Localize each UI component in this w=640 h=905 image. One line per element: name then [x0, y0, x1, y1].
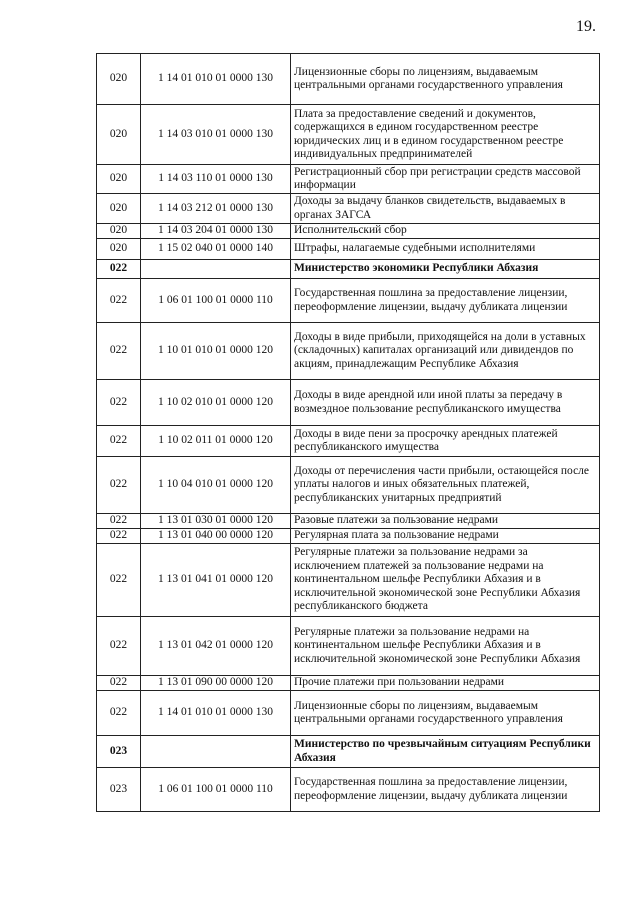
table-row [97, 165, 600, 194]
budget-code-cell: 1 10 01 010 01 0000 120 [141, 323, 291, 380]
revenue-name-cell: Разовые платежи за пользование недрами [291, 514, 600, 529]
table-row [97, 105, 600, 165]
table-body [97, 54, 600, 812]
admin-code-cell: 022 [97, 514, 141, 529]
revenue-name-cell: Прочие платежи при пользовании недрами [291, 676, 600, 691]
admin-code-cell: 022 [97, 380, 141, 426]
budget-code-cell: 1 13 01 090 00 0000 120 [141, 676, 291, 691]
budget-code-cell: 1 14 03 212 01 0000 130 [141, 194, 291, 224]
table-row [97, 426, 600, 457]
revenue-name-cell: Регистрационный сбор при регистрации средств массовой информации [291, 165, 600, 194]
table-row [97, 323, 600, 380]
revenue-name-cell: Доходы за выдачу бланков свидетельств, выдаваемых в органах ЗАГСА [291, 194, 600, 224]
revenue-name-cell: Лицензионные сборы по лицензиям, выдаваемым центральными органами государственного управления [291, 691, 600, 736]
budget-code-cell: 1 14 01 010 01 0000 130 [141, 691, 291, 736]
budget-code-cell: 1 14 03 010 01 0000 130 [141, 105, 291, 165]
budget-code-cell [141, 260, 291, 279]
revenue-name-cell: Государственная пошлина за предоставление лицензии, переоформление лицензии, выдачу дубликата лицензии [291, 768, 600, 812]
revenue-name-cell: Доходы в виде пени за просрочку арендных платежей республиканского имущества [291, 426, 600, 457]
budget-code-cell: 1 14 01 010 01 0000 130 [141, 54, 291, 105]
table-row [97, 54, 600, 105]
admin-code-cell: 020 [97, 54, 141, 105]
budget-code-cell: 1 10 02 011 01 0000 120 [141, 426, 291, 457]
table-section-row [97, 736, 600, 768]
table-row [97, 529, 600, 544]
admin-code-cell: 020 [97, 165, 141, 194]
admin-code-cell: 022 [97, 279, 141, 323]
admin-code-cell: 022 [97, 323, 141, 380]
budget-code-cell: 1 13 01 030 01 0000 120 [141, 514, 291, 529]
admin-code-cell: 020 [97, 105, 141, 165]
table-row [97, 676, 600, 691]
admin-code-cell: 022 [97, 457, 141, 514]
table-row [97, 224, 600, 239]
revenue-name-cell: Регулярные платежи за пользование недрами за исключением платежей за пользование недрами на континентальном шельфе Республики Абхазия и в исключительной экономической зоне Республики Абхазия республиканского бюджета [291, 544, 600, 617]
admin-code-cell: 020 [97, 224, 141, 239]
revenue-name-cell: Доходы в виде прибыли, приходящейся на доли в уставных (складочных) капиталах организаций или дивидендов по акциям, принадлежащим Республике Абхазия [291, 323, 600, 380]
revenue-name-cell: Министерство по чрезвычайным ситуациям Республики Абхазия [291, 736, 600, 768]
table-row [97, 194, 600, 224]
admin-code-cell: 022 [97, 676, 141, 691]
admin-code-cell: 022 [97, 260, 141, 279]
table-row [97, 617, 600, 676]
table-row [97, 457, 600, 514]
page-number: 19. [576, 18, 596, 35]
admin-code-cell: 020 [97, 194, 141, 224]
admin-code-cell: 022 [97, 617, 141, 676]
revenue-name-cell: Министерство экономики Республики Абхазия [291, 260, 600, 279]
revenue-classification-table [96, 53, 600, 812]
table-row [97, 380, 600, 426]
budget-code-cell: 1 14 03 204 01 0000 130 [141, 224, 291, 239]
table-row [97, 768, 600, 812]
revenue-name-cell: Плата за предоставление сведений и документов, содержащихся в едином государственном реестре юридических лиц и в едином государственном реестре индивидуальных предпринимателей [291, 105, 600, 165]
table-section-row [97, 260, 600, 279]
budget-code-cell: 1 06 01 100 01 0000 110 [141, 279, 291, 323]
budget-code-cell: 1 13 01 042 01 0000 120 [141, 617, 291, 676]
revenue-name-cell: Штрафы, налагаемые судебными исполнителями [291, 239, 600, 260]
table-row [97, 239, 600, 260]
budget-code-cell: 1 06 01 100 01 0000 110 [141, 768, 291, 812]
budget-code-cell: 1 13 01 040 00 0000 120 [141, 529, 291, 544]
revenue-name-cell: Государственная пошлина за предоставление лицензии, переоформление лицензии, выдачу дубликата лицензии [291, 279, 600, 323]
admin-code-cell: 023 [97, 736, 141, 768]
budget-code-cell: 1 10 02 010 01 0000 120 [141, 380, 291, 426]
table-row [97, 279, 600, 323]
admin-code-cell: 023 [97, 768, 141, 812]
budget-code-cell: 1 15 02 040 01 0000 140 [141, 239, 291, 260]
admin-code-cell: 022 [97, 544, 141, 617]
budget-code-cell: 1 10 04 010 01 0000 120 [141, 457, 291, 514]
budget-code-cell: 1 13 01 041 01 0000 120 [141, 544, 291, 617]
table-row [97, 691, 600, 736]
revenue-name-cell: Доходы от перечисления части прибыли, остающейся после уплаты налогов и иных обязательных платежей, республиканских унитарных предприятий [291, 457, 600, 514]
admin-code-cell: 022 [97, 529, 141, 544]
revenue-name-cell: Регулярные платежи за пользование недрами на континентальном шельфе Республики Абхазия и в исключительной экономической зоне Республики Абхазия [291, 617, 600, 676]
revenue-name-cell: Исполнительский сбор [291, 224, 600, 239]
budget-code-cell: 1 14 03 110 01 0000 130 [141, 165, 291, 194]
revenue-name-cell: Регулярная плата за пользование недрами [291, 529, 600, 544]
revenue-name-cell: Лицензионные сборы по лицензиям, выдаваемым центральными органами государственного управления [291, 54, 600, 105]
revenue-name-cell: Доходы в виде арендной или иной платы за передачу в возмездное пользование республиканского имущества [291, 380, 600, 426]
budget-code-cell [141, 736, 291, 768]
table-row [97, 544, 600, 617]
admin-code-cell: 022 [97, 426, 141, 457]
admin-code-cell: 020 [97, 239, 141, 260]
admin-code-cell: 022 [97, 691, 141, 736]
table-row [97, 514, 600, 529]
